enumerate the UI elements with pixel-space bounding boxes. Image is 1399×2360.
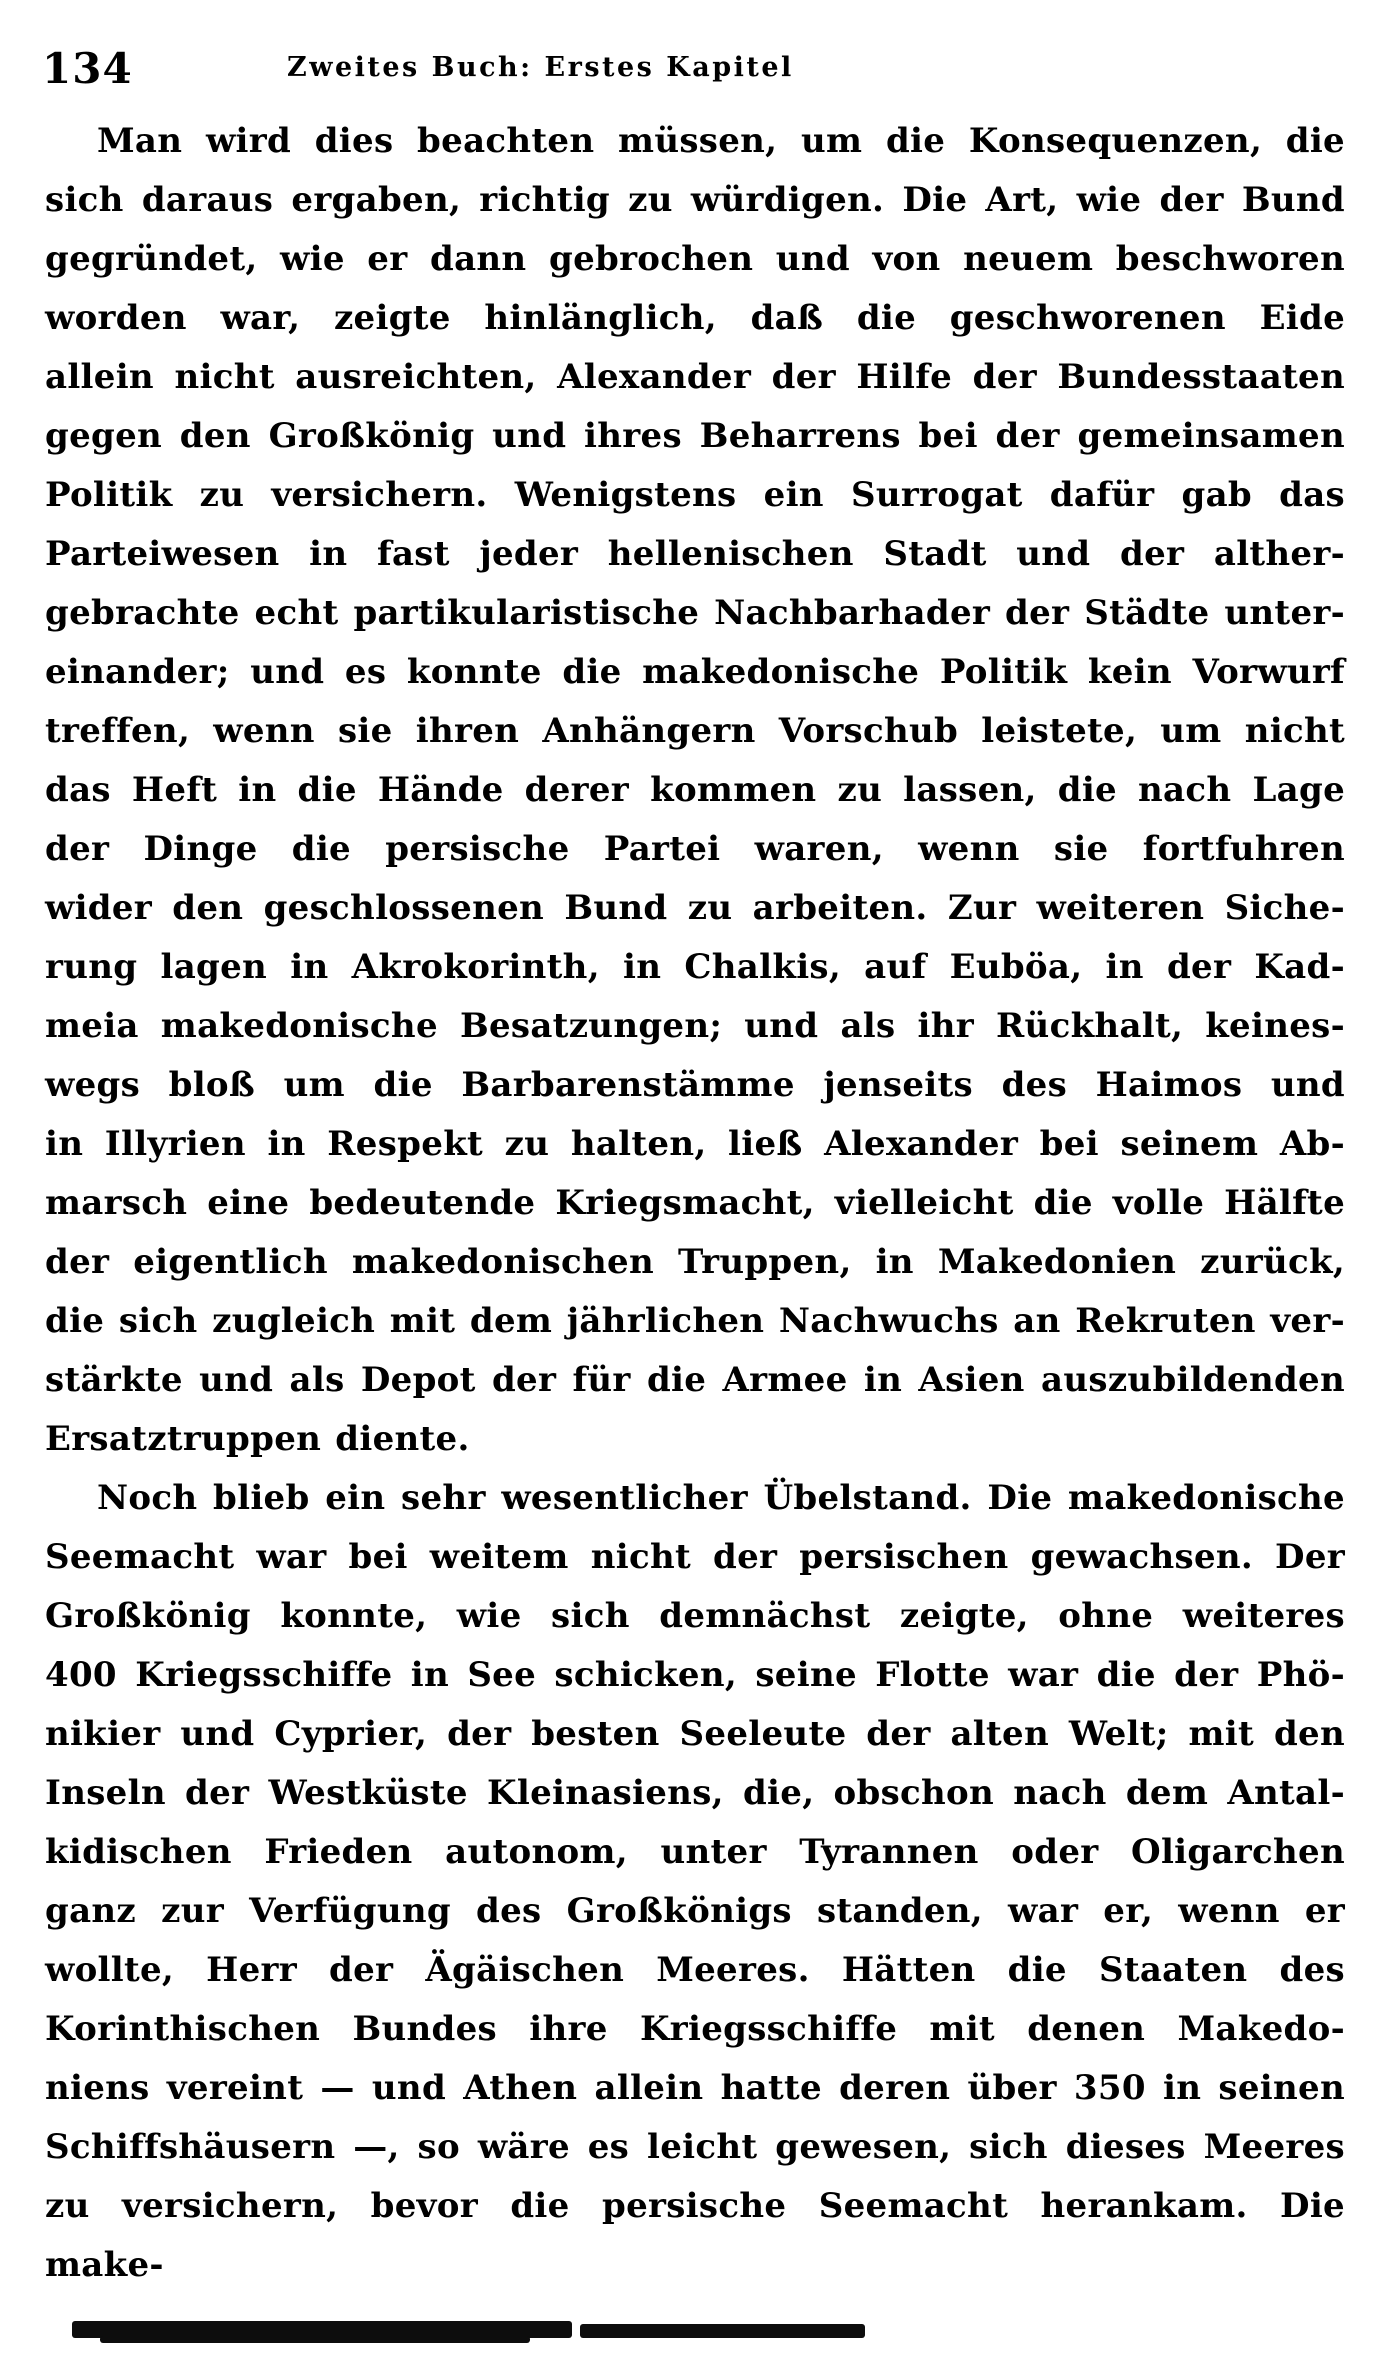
text-line: das Heft in die Hände derer kommen zu lassen, die nach Lage <box>45 770 1345 810</box>
text-line: der eigentlich makedonischen Truppen, in Makedonien zurück, <box>45 1242 1345 1282</box>
text-line: zu versichern, bevor die persische Seemacht herankam. Die make- <box>45 2186 1345 2285</box>
text-line: Großkönig konnte, wie sich demnächst zeigte, ohne weiteres <box>45 1596 1345 1636</box>
text-line: wegs bloß um die Barbarenstämme jenseits des Haimos und <box>45 1065 1345 1105</box>
text-line: meia makedonische Besatzungen; und als ihr Rückhalt, keines- <box>45 1006 1345 1046</box>
text-line: worden war, zeigte hinlänglich, daß die geschworenen Eide <box>45 298 1345 338</box>
text-line: Korinthischen Bundes ihre Kriegsschiffe mit denen Makedo- <box>45 2009 1345 2049</box>
text-line: rung lagen in Akrokorinth, in Chalkis, auf Euböa, in der Kad- <box>45 947 1345 987</box>
text-line: Noch blieb ein sehr wesentlicher Übelstand. Die makedonische <box>97 1478 1345 1518</box>
text-line: gegründet, wie er dann gebrochen und von neuem beschworen <box>45 239 1345 279</box>
scan-artifact-cutoff-line <box>580 2324 865 2338</box>
text-line: in Illyrien in Respekt zu halten, ließ Alexander bei seinem Ab- <box>45 1124 1345 1164</box>
text-line: 400 Kriegsschiffe in See schicken, seine Flotte war die der Phö- <box>45 1655 1345 1695</box>
text-line: Inseln der Westküste Kleinasiens, die, obschon nach dem Antal- <box>45 1773 1345 1813</box>
text-block <box>45 112 1345 2285</box>
text-line: nikier und Cyprier, der besten Seeleute der alten Welt; mit den <box>45 1714 1345 1754</box>
text-line: wider den geschlossenen Bund zu arbeiten. Zur weiteren Siche- <box>45 888 1345 928</box>
text-line: Seemacht war bei weitem nicht der persischen gewachsen. Der <box>45 1537 1345 1577</box>
text-line: Parteiwesen in fast jeder hellenischen Stadt und der alther- <box>45 534 1345 574</box>
text-line: ganz zur Verfügung des Großkönigs standen, war er, wenn er <box>45 1891 1345 1931</box>
page-number: 134 <box>42 44 133 93</box>
running-header: Zweites Buch: Erstes Kapitel <box>287 52 794 83</box>
text-line: Politik zu versichern. Wenigstens ein Surrogat dafür gab das <box>45 475 1345 515</box>
text-line: wollte, Herr der Ägäischen Meeres. Hätten die Staaten des <box>45 1950 1345 1990</box>
text-line: marsch eine bedeutende Kriegsmacht, vielleicht die volle Hälfte <box>45 1183 1345 1223</box>
text-line: Man wird dies beachten müssen, um die Konsequenzen, die <box>97 121 1345 161</box>
text-line: kidischen Frieden autonom, unter Tyrannen oder Oligarchen <box>45 1832 1345 1872</box>
text-line: allein nicht ausreichten, Alexander der Hilfe der Bundesstaaten <box>45 357 1345 397</box>
text-line: Schiffshäusern —, so wäre es leicht gewesen, sich dieses Meeres <box>45 2127 1345 2167</box>
text-line: stärkte und als Depot der für die Armee in Asien auszubildenden <box>45 1360 1345 1400</box>
text-line: gebrachte echt partikularistische Nachbarhader der Städte unter- <box>45 593 1345 633</box>
text-line: sich daraus ergaben, richtig zu würdigen. Die Art, wie der Bund <box>45 180 1345 220</box>
text-line: gegen den Großkönig und ihres Beharrens bei der gemeinsamen <box>45 416 1345 456</box>
text-line: niens vereint — und Athen allein hatte deren über 350 in seinen <box>45 2068 1345 2108</box>
text-line: einander; und es konnte die makedonische Politik kein Vorwurf <box>45 652 1345 692</box>
text-line: die sich zugleich mit dem jährlichen Nachwuchs an Rekruten ver- <box>45 1301 1345 1341</box>
text-line: Ersatztruppen diente. <box>45 1419 470 1459</box>
scan-artifact-cutoff-line <box>100 2336 530 2343</box>
text-line: der Dinge die persische Partei waren, wenn sie fortfuhren <box>45 829 1345 869</box>
text-line: treffen, wenn sie ihren Anhängern Vorschub leistete, um nicht <box>45 711 1345 751</box>
